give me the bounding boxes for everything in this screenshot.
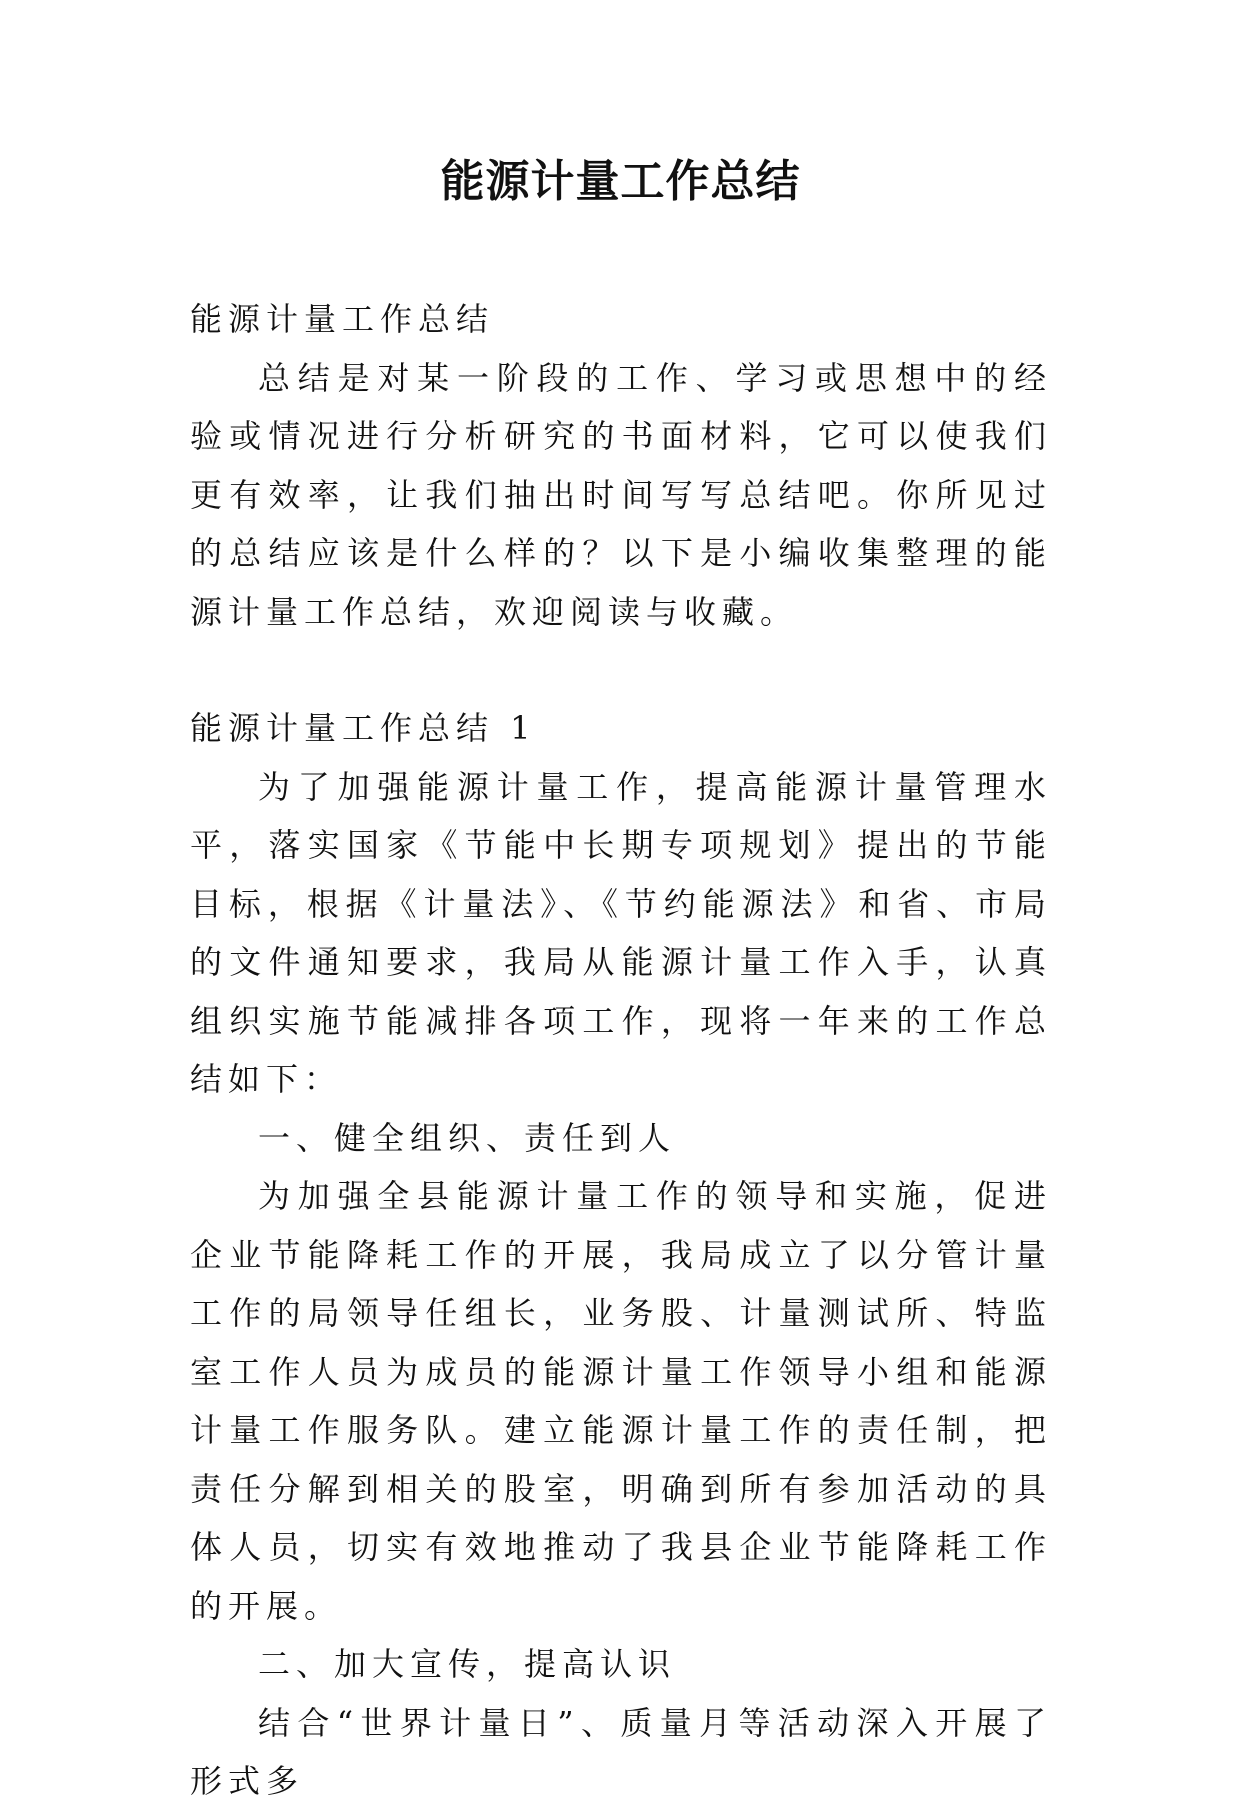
section-heading: 能源计量工作总结 1: [190, 709, 537, 747]
document-title: 能源计量工作总结: [440, 156, 801, 207]
point-paragraph: 为加强全县能源计量工作的领导和实施，促进企业节能降耗工作的开展，我局成立了以分管计量工作的局领导任组长，业务股、计量测试所、特监室工作人员为成员的能源计量工作领导小组和能源计量工作服务队。建立能源计量工作的责任制，把责任分解到相关的股室，明确到所有参加活动的具体人员，切实有效地推动了我县企业节能降耗工作的开展。: [190, 1177, 1052, 1625]
document-body: [190, 290, 1052, 1811]
paragraph-spacer: [190, 641, 1052, 699]
intro-paragraph: 总结是对某一阶段的工作、学习或思想中的经验或情况进行分析研究的书面材料，它可以使我们更有效率，让我们抽出时间写写总结吧。你所见过的总结应该是什么样的？以下是小编收集整理的能源计量工作总结，欢迎阅读与收藏。: [190, 358, 1052, 631]
point-heading: 一、健全组织、责任到人: [258, 1118, 677, 1157]
point-heading: 二、加大宣传，提高认识: [258, 1645, 677, 1683]
document-subtitle: 能源计量工作总结: [190, 300, 495, 338]
section-paragraph: 为了加强能源计量工作，提高能源计量管理水平，落实国家《节能中长期专项规划》提出的节能目标，根据《计量法》、《节约能源法》和省、市局的文件通知要求，我局从能源计量工作入手，认真组织实施节能减排各项工作，现将一年来的工作总结如下：: [190, 767, 1052, 1098]
point-paragraph: 结合“世界计量日”、质量月等活动深入开展了形式多: [190, 1703, 1052, 1800]
